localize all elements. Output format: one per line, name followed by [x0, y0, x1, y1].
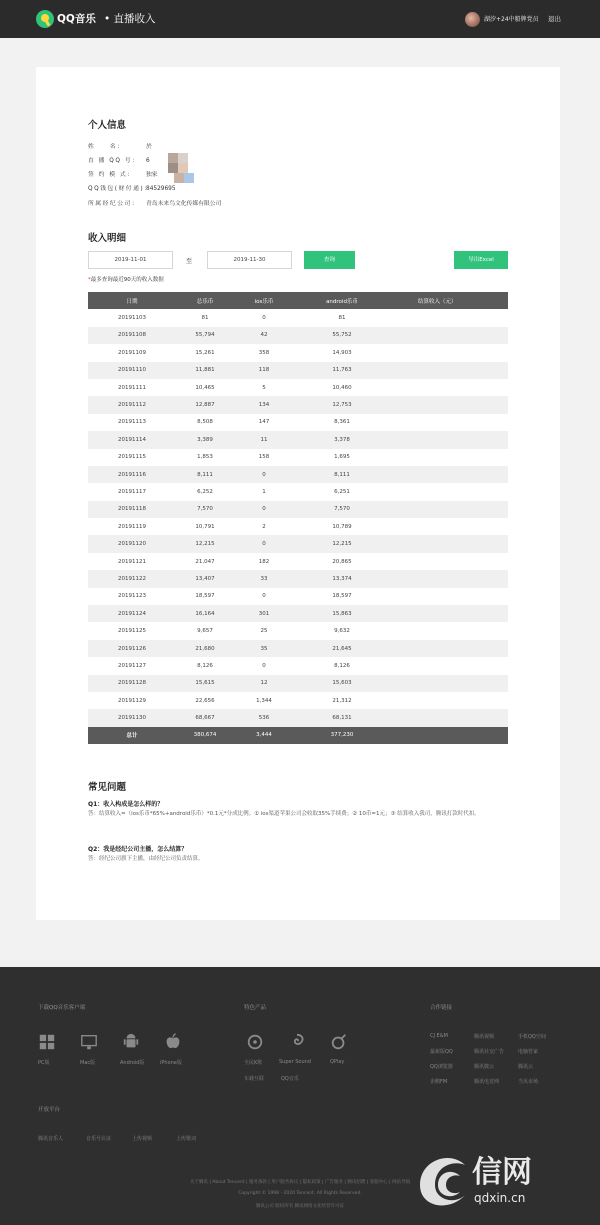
partner-link[interactable]: 电脑管家 — [518, 1049, 539, 1055]
table-row — [88, 622, 508, 639]
cell-total-coins: 12,887 — [195, 402, 215, 409]
download-title: 下载QQ音乐客户端 — [38, 1005, 86, 1011]
brand-name[interactable]: QQ音乐 — [57, 13, 96, 25]
partner-link[interactable]: 腾讯社交广告 — [474, 1049, 505, 1055]
end-date-input[interactable]: 2019-11-30 — [207, 251, 292, 269]
info-label: 直 播 QQ 号： — [88, 158, 140, 164]
cell-date: 20191123 — [118, 593, 146, 600]
cell-date: 20191119 — [118, 523, 146, 530]
faq-title: 常见问题 — [88, 782, 127, 793]
cell-android-coins: 68,131 — [332, 715, 352, 722]
cell-ios-coins: 0 — [262, 593, 266, 600]
partner-link[interactable]: 企鹅FM — [430, 1079, 448, 1085]
partner-link[interactable]: 腾讯微云 — [474, 1064, 495, 1070]
income-detail-title: 收入明细 — [88, 233, 127, 244]
info-row-name — [88, 141, 152, 150]
karaoke-icon[interactable] — [246, 1033, 264, 1051]
cell-android-coins: 13,374 — [332, 575, 352, 582]
cell-total-coins: 8,126 — [197, 662, 213, 669]
table-row — [88, 588, 508, 605]
cell-android-coins: 21,312 — [332, 697, 352, 704]
open-link[interactable]: 腾讯音乐人 — [38, 1136, 64, 1142]
cell-total-coins: 10,791 — [195, 523, 215, 530]
table-row — [88, 466, 508, 483]
info-label: 所属经纪公司： — [88, 201, 140, 207]
cell-total-coins: 15,261 — [195, 349, 215, 356]
cell-android-coins: 15,863 — [332, 610, 352, 617]
table-row — [88, 657, 508, 674]
faq-question-1: Q1：收入构成是怎么样的？ — [88, 801, 164, 808]
cell-date: 20191126 — [118, 645, 146, 652]
col-android-coins-header: android乐币 — [326, 298, 358, 305]
apple-icon[interactable] — [164, 1033, 182, 1051]
table-header — [88, 292, 508, 309]
partner-link[interactable]: 腾讯电竞网 — [474, 1079, 500, 1085]
table-row — [88, 640, 508, 657]
open-platform-title: 开放平台 — [38, 1107, 61, 1113]
cell-ios-coins: 0 — [262, 662, 266, 669]
cell-ios-coins: 42 — [260, 332, 268, 339]
cell-total-coins: 8,508 — [197, 419, 213, 426]
cell-android-coins: 18,597 — [332, 593, 352, 600]
table-row — [88, 709, 508, 726]
cell-ios-coins: 25 — [260, 628, 268, 635]
cell-total-coins: 11,881 — [195, 367, 215, 374]
cell-date: 20191130 — [118, 715, 146, 722]
section-title: • 直播收入 — [104, 13, 156, 25]
start-date-input[interactable]: 2019-11-01 — [88, 251, 173, 269]
cell-total-coins: 18,597 — [195, 593, 215, 600]
cell-android-coins: 10,789 — [332, 523, 352, 530]
username[interactable]: 湖汐+24中船牌党员 — [484, 16, 539, 23]
download-pc-label[interactable]: PC版 — [38, 1060, 50, 1066]
cell-ios-coins: 0 — [262, 541, 266, 548]
cell-ios-coins: 1,344 — [256, 697, 272, 704]
product-karaoke-label[interactable]: 全民K歌 — [244, 1060, 263, 1066]
cell-date: 20191121 — [118, 558, 146, 565]
cell-date: 20191128 — [118, 680, 146, 687]
cell-date: 20191118 — [118, 506, 146, 513]
cell-ios-coins: 33 — [260, 575, 268, 582]
partner-link[interactable]: 当贝市场 — [518, 1079, 539, 1085]
cell-android-coins: 12,215 — [332, 541, 352, 548]
cell-android-coins: 15,603 — [332, 680, 352, 687]
cell-date: 20191127 — [118, 662, 146, 669]
cell-total-coins: 81 — [201, 315, 209, 322]
cell-ios-coins: 147 — [258, 419, 270, 426]
cell-total-coins: 10,465 — [195, 384, 215, 391]
partner-link[interactable]: 腾讯视频 — [474, 1034, 495, 1040]
cell-date: 20191112 — [118, 402, 146, 409]
cell-android-coins: 81 — [338, 315, 346, 322]
cell-date: 20191110 — [118, 367, 146, 374]
cell-total-coins: 8,111 — [197, 471, 213, 478]
cell-android-coins: 7,570 — [334, 506, 350, 513]
cell-android-coins: 1,695 — [334, 454, 350, 461]
cell-date: 20191103 — [118, 315, 146, 322]
open-link[interactable]: 音乐号认证 — [86, 1136, 112, 1142]
product-super-sound-label[interactable]: Super Sound — [279, 1059, 311, 1065]
cell-android-coins: 6,251 — [334, 488, 350, 495]
table-row — [88, 605, 508, 622]
cell-android-coins: 8,361 — [334, 419, 350, 426]
table-body — [88, 309, 508, 726]
table-row — [88, 570, 508, 587]
cell-date: 20191113 — [118, 419, 146, 426]
cell-total-coins: 1,853 — [197, 454, 213, 461]
top-bar — [0, 0, 600, 38]
table-row — [88, 553, 508, 570]
watermark-domain: qdxin.cn — [474, 1191, 526, 1205]
cell-total-coins: 16,164 — [195, 610, 215, 617]
query-range-note — [88, 275, 164, 283]
partner-link[interactable]: 手机QQ空间 — [518, 1034, 546, 1040]
partner-link[interactable]: 腾讯云 — [518, 1064, 534, 1070]
table-row — [88, 362, 508, 379]
cell-total-coins: 55,794 — [195, 332, 215, 339]
cell-ios-coins: 12 — [260, 680, 268, 687]
income-table — [88, 292, 508, 744]
cell-total-coins: 13,407 — [195, 575, 215, 582]
table-row — [88, 449, 508, 466]
info-label: 姓 名： — [88, 144, 125, 150]
cell-date: 20191125 — [118, 628, 146, 635]
footer-links[interactable]: 关于腾讯 | About Tencent | 服务条款 | 用户服务协议 | 隐私政策 | 广告服务 | 腾讯招聘 | 客服中心 | 网站导航 — [189, 1180, 411, 1185]
export-excel-button[interactable]: 导出Excel — [454, 251, 508, 269]
avatar[interactable] — [465, 12, 480, 27]
cell-total-coins: 6,252 — [197, 488, 213, 495]
table-row — [88, 501, 508, 518]
main-card — [36, 67, 560, 920]
table-row — [88, 344, 508, 361]
open-link[interactable]: 上传歌词 — [176, 1136, 197, 1142]
cell-total-coins: 9,657 — [197, 628, 213, 635]
total-coins: 380,674 — [193, 732, 217, 739]
cell-date: 20191108 — [118, 332, 146, 339]
personal-info-title: 个人信息 — [88, 120, 127, 131]
product-qqmusic-label[interactable]: QQ音乐 — [281, 1076, 299, 1082]
product-qplay-label[interactable]: QPlay — [330, 1059, 345, 1065]
cell-date: 20191116 — [118, 471, 146, 478]
cell-android-coins: 10,460 — [332, 384, 352, 391]
table-total-row — [88, 727, 508, 744]
col-total-coins-header: 总乐币 — [196, 298, 214, 305]
required-star: * — [88, 277, 91, 283]
cell-total-coins: 68,667 — [195, 715, 215, 722]
table-row — [88, 414, 508, 431]
cell-date: 20191120 — [118, 541, 146, 548]
company-license: 腾讯公司 版权所有 腾讯网络文化经营许可证 — [255, 1204, 345, 1209]
total-ios-coins: 3,444 — [256, 732, 272, 739]
cell-ios-coins: 134 — [258, 402, 270, 409]
cell-ios-coins: 2 — [262, 523, 266, 530]
cell-ios-coins: 0 — [262, 506, 266, 513]
logout-link[interactable]: 退出 — [548, 15, 561, 23]
cell-total-coins: 3,389 — [197, 436, 213, 443]
info-row-contract — [88, 169, 158, 178]
cell-ios-coins: 301 — [258, 610, 270, 617]
products-title: 特色产品 — [244, 1005, 267, 1011]
super-sound-icon[interactable] — [288, 1033, 306, 1051]
info-row-qq — [88, 155, 150, 164]
table-row — [88, 396, 508, 413]
cell-ios-coins: 118 — [258, 367, 270, 374]
cell-android-coins: 9,632 — [334, 628, 350, 635]
table-row — [88, 518, 508, 535]
qplay-icon[interactable] — [330, 1033, 348, 1051]
cell-ios-coins: 358 — [258, 349, 270, 356]
table-row — [88, 692, 508, 709]
watermark-text: 信网 — [472, 1155, 532, 1190]
cell-total-coins: 7,570 — [197, 506, 213, 513]
cell-date: 20191109 — [118, 349, 146, 356]
cell-date: 20191122 — [118, 575, 146, 582]
cell-android-coins: 21,645 — [332, 645, 352, 652]
partner-link[interactable]: 最新版QQ — [430, 1049, 453, 1055]
cell-ios-coins: 5 — [262, 384, 266, 391]
table-row — [88, 535, 508, 552]
copyright: Copyright © 1998 - 2020 Tencent. All Rights Reserved. — [238, 1191, 362, 1196]
cell-total-coins: 12,215 — [195, 541, 215, 548]
total-android-coins: 377,230 — [330, 732, 354, 739]
cell-ios-coins: 11 — [260, 436, 268, 443]
android-icon[interactable] — [122, 1033, 140, 1051]
col-date-header: 日期 — [126, 298, 138, 305]
download-android-label[interactable]: Android版 — [120, 1060, 145, 1066]
cell-date: 20191115 — [118, 454, 146, 461]
cell-android-coins: 20,865 — [332, 558, 352, 565]
cell-total-coins: 21,680 — [195, 645, 215, 652]
cell-total-coins: 15,615 — [195, 680, 215, 687]
table-row — [88, 675, 508, 692]
info-value: 6 — [146, 158, 150, 164]
info-value: 青岛未来鸟文化传媒有限公司 — [146, 201, 222, 207]
cell-ios-coins: 0 — [262, 315, 266, 322]
partners-title: 合作链接 — [430, 1005, 453, 1011]
cell-android-coins: 8,126 — [334, 662, 350, 669]
col-ios-coins-header: ios乐币 — [254, 298, 274, 305]
cell-date: 20191124 — [118, 610, 146, 617]
cell-date: 20191114 — [118, 436, 146, 443]
cell-ios-coins: 1 — [262, 488, 266, 495]
download-mac-label[interactable]: Mac版 — [80, 1060, 96, 1066]
privacy-mosaic — [168, 153, 194, 185]
cell-android-coins: 55,752 — [332, 332, 352, 339]
partner-link[interactable]: CJ E&M — [430, 1033, 448, 1039]
faq-answer-1: 答：结算收入=（ios乐币*65%+android乐币）*0.1元*分成比例。① ios渠道苹果公司会收取35%手续费；② 10币=1元；③ 结算收入我司，腾讯打款时代扣。 — [88, 811, 480, 817]
cell-ios-coins: 158 — [258, 454, 270, 461]
table-row — [88, 327, 508, 344]
info-row-agency — [88, 198, 221, 207]
cell-android-coins: 12,753 — [332, 402, 352, 409]
partner-link[interactable]: QQ浏览器 — [430, 1064, 453, 1070]
cell-date: 20191117 — [118, 488, 146, 495]
info-value: 84529695 — [146, 186, 176, 192]
windows-icon[interactable] — [38, 1033, 56, 1051]
query-button[interactable]: 查询 — [304, 251, 355, 269]
faq-question-2: Q2：我是经纪公司主播，怎么结算？ — [88, 846, 188, 853]
note-text: 最多查询最近90天的收入数据 — [90, 277, 164, 283]
info-label: QQ钱包(财付通)： — [88, 186, 152, 192]
cell-ios-coins: 35 — [260, 645, 268, 652]
table-row — [88, 431, 508, 448]
to-label: 至 — [186, 258, 193, 265]
cell-date: 20191111 — [118, 384, 146, 391]
open-link[interactable]: 上传视频 — [132, 1136, 153, 1142]
cell-android-coins: 8,111 — [334, 471, 350, 478]
cell-android-coins: 3,378 — [334, 436, 350, 443]
mac-icon[interactable] — [80, 1033, 98, 1051]
info-value: 於 — [146, 144, 152, 150]
info-row-wallet — [88, 183, 176, 192]
cell-total-coins: 22,656 — [195, 697, 215, 704]
cell-android-coins: 14,903 — [332, 349, 352, 356]
cell-total-coins: 21,047 — [195, 558, 215, 565]
faq-answer-2: 答：经纪公司旗下主播，由经纪公司负责结算。 — [88, 856, 204, 862]
cell-android-coins: 11,763 — [332, 367, 352, 374]
cell-ios-coins: 536 — [258, 715, 270, 722]
watermark-logo — [410, 1140, 570, 1215]
product-car-label[interactable]: 车载互联 — [244, 1076, 265, 1082]
info-label: 签 约 模 式： — [88, 172, 135, 178]
table-row — [88, 379, 508, 396]
cell-ios-coins: 0 — [262, 471, 266, 478]
table-row — [88, 483, 508, 500]
col-settlement-header: 结算收入（元） — [418, 298, 457, 305]
table-row — [88, 309, 508, 326]
info-value: 独家 — [146, 172, 158, 178]
download-iphone-label[interactable]: iPhone版 — [160, 1060, 182, 1066]
cell-date: 20191129 — [118, 697, 146, 704]
total-label: 总计 — [126, 733, 138, 740]
cell-ios-coins: 182 — [258, 558, 270, 565]
qq-music-logo-icon[interactable] — [36, 10, 54, 28]
